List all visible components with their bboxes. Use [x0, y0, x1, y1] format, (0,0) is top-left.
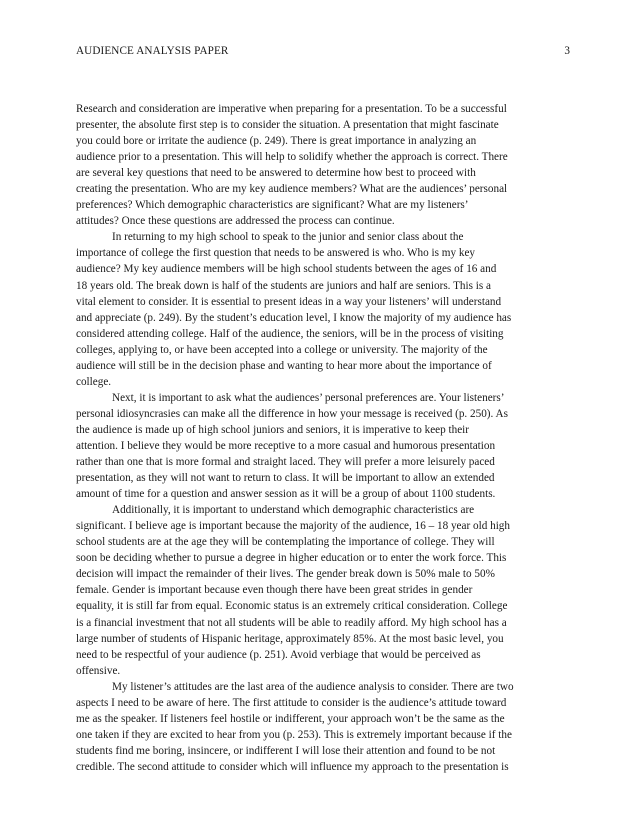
text-line: and appreciate (p. 249). By the student’s education level, I know the majority of my audience has [76, 311, 512, 324]
text-line: soon be deciding whether to pursue a degree in higher education or to enter the work force. This [76, 552, 507, 565]
text-line: you could bore or irritate the audience (p. 249). There is great importance in analyzing an [76, 135, 477, 148]
page-number: 3 [564, 45, 570, 57]
paragraph-first-line: My listener’s attitudes are the last area of the audience analysis to consider. There are two [112, 680, 514, 693]
text-line: female. Gender is important because even though there have been great strides in gender [76, 584, 473, 597]
text-line: school students are at the age they will be contemplating the importance of college. They will [76, 536, 495, 549]
text-line: are several key questions that need to be answered to determine how best to proceed with [76, 167, 476, 180]
text-line: rather than one that is more formal and straight laced. They will prefer a more leisurely paced [76, 456, 495, 469]
text-line: significant. I believe age is important because the majority of the audience, 16 – 18 year old high [76, 520, 510, 533]
text-line: audience will still be in the decision phase and wanting to hear more about the importance of [76, 359, 492, 372]
text-line: creating the presentation. Who are my key audience members? What are the audiences’ personal [76, 183, 508, 196]
text-line: students find me boring, insincere, or indifferent I will lose their attention and found to be not [76, 744, 496, 757]
paragraph-first-line: Additionally, it is important to understand which demographic characteristics are [112, 504, 475, 517]
text-line: aspects I need to be aware of here. The first attitude to consider is the audience’s attitude toward [76, 696, 507, 709]
text-line: audience? My key audience members will be high school students between the ages of 16 and [76, 263, 497, 276]
text-line: me as the speaker. If listeners feel hostile or indifferent, your approach won’t be the same as the [76, 712, 505, 725]
running-head: AUDIENCE ANALYSIS PAPER [76, 45, 229, 57]
paragraph-first-line: Next, it is important to ask what the audiences’ personal preferences are. Your listeners’ [112, 391, 505, 404]
text-line: personal idiosyncrasies can make all the difference in how your message is received (p. 250). As [76, 407, 508, 420]
text-line: preferences? Which demographic characteristics are significant? What are my listeners’ [76, 199, 469, 212]
text-line: presentation, as they will not want to return to class. It will be important to allow an extended [76, 472, 495, 485]
text-line: attention. I believe they would be more receptive to a more casual and humorous presentation [76, 439, 496, 452]
text-line: need to be respectful of your audience (p. 251). Avoid verbiage that would be perceived as [76, 648, 481, 661]
text-line: considered attending college. Half of the audience, the seniors, will be in the process of visiting [76, 327, 504, 340]
text-line: amount of time for a question and answer session as it will be a group of about 1100 students. [76, 488, 496, 501]
text-line: 18 years old. The break down is half of the students are juniors and half are seniors. This is a [76, 279, 491, 292]
text-line: equality, it is still far from equal. Economic status is an extremely critical consideration. College [76, 600, 508, 613]
text-line: large number of students of Hispanic heritage, approximately 85%. At the most basic level, you [76, 632, 504, 645]
text-line: attitudes? Once these questions are addressed the process can continue. [76, 215, 395, 228]
page-header [76, 44, 570, 58]
text-line: one taken if they are excited to hear from you (p. 253). This is extremely important because if the [76, 728, 512, 741]
text-line: decision will impact the remainder of their lives. The gender break down is 50% male to 50% [76, 568, 495, 581]
text-line: colleges, applying to, or have been accepted into a college or university. The majority of the [76, 343, 488, 356]
text-line: importance of college the first question that needs to be answered is who. Who is my key [76, 247, 476, 260]
text-line: audience prior to a presentation. This will help to solidify whether the approach is correct. There [76, 151, 508, 164]
text-line: Research and consideration are imperative when preparing for a presentation. To be a successful [76, 103, 507, 115]
body-text [76, 101, 570, 775]
text-line: credible. The second attitude to consider which will influence my approach to the presentation is [76, 760, 509, 773]
text-line: presenter, the absolute first step is to consider the situation. A presentation that might fascinate [76, 119, 499, 132]
text-line: offensive. [76, 664, 121, 677]
text-line: college. [76, 375, 112, 388]
text-line: is a financial investment that not all students will be able to readily afford. My high school has a [76, 616, 507, 629]
paragraph-first-line: In returning to my high school to speak to the junior and senior class about the [112, 231, 464, 244]
text-line: the audience is made up of high school juniors and seniors, it is imperative to keep their [76, 423, 470, 436]
text-line: vital element to consider. It is essential to present ideas in a way your listeners’ will understand [76, 295, 502, 308]
